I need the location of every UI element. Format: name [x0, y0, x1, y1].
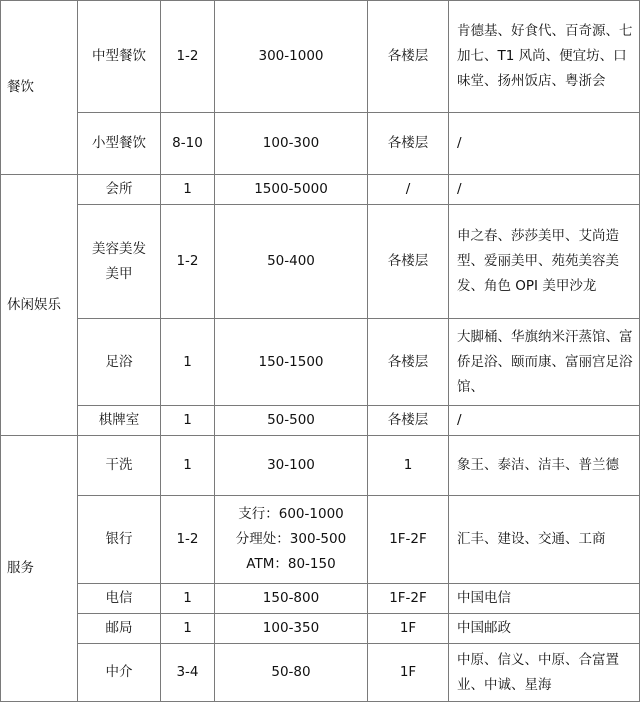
table-row — [1, 205, 640, 319]
floor-cell: 1F — [368, 644, 449, 702]
type-cell: 银行 — [78, 496, 161, 584]
floor-cell: 各楼层 — [368, 319, 449, 406]
brands-cell: 申之春、莎莎美甲、艾尚造型、爱丽美甲、苑苑美容美发、角色 OPI 美甲沙龙 — [449, 205, 640, 319]
area-cell: 50-500 — [215, 406, 368, 436]
area-cell: 150-1500 — [215, 319, 368, 406]
area-cell: 1500-5000 — [215, 175, 368, 205]
type-cell: 足浴 — [78, 319, 161, 406]
type-cell: 棋牌室 — [78, 406, 161, 436]
category-cell-service: 服务 — [1, 436, 78, 702]
count-cell: 1 — [161, 406, 215, 436]
table-row — [1, 113, 640, 175]
type-cell: 美容美发美甲 — [78, 205, 161, 319]
area-branch: 支行：600-1000 — [238, 506, 344, 522]
category-cell-dining: 餐饮 — [1, 1, 78, 175]
floor-cell: 各楼层 — [368, 113, 449, 175]
brands-cell: / — [449, 113, 640, 175]
type-cell: 小型餐饮 — [78, 113, 161, 175]
brands-cell: 汇丰、建设、交通、工商 — [449, 496, 640, 584]
count-cell: 1 — [161, 614, 215, 644]
table-row — [1, 584, 640, 614]
type-cell: 电信 — [78, 584, 161, 614]
count-cell: 1 — [161, 319, 215, 406]
type-cell: 邮局 — [78, 614, 161, 644]
floor-cell: 各楼层 — [368, 406, 449, 436]
count-cell: 1 — [161, 436, 215, 496]
area-cell-bank — [215, 496, 368, 584]
count-cell: 3-4 — [161, 644, 215, 702]
count-cell: 1 — [161, 175, 215, 205]
table-row — [1, 614, 640, 644]
table-row — [1, 644, 640, 702]
type-cell: 中介 — [78, 644, 161, 702]
table-row — [1, 496, 640, 584]
count-cell: 1-2 — [161, 205, 215, 319]
type-cell: 干洗 — [78, 436, 161, 496]
area-cell: 100-350 — [215, 614, 368, 644]
brands-cell: 中国电信 — [449, 584, 640, 614]
floor-cell: 1F — [368, 614, 449, 644]
count-cell: 1-2 — [161, 1, 215, 113]
area-cell: 30-100 — [215, 436, 368, 496]
category-cell-leisure: 休闲娱乐 — [1, 175, 78, 436]
floor-cell: 1F-2F — [368, 584, 449, 614]
count-cell: 1-2 — [161, 496, 215, 584]
area-cell: 100-300 — [215, 113, 368, 175]
brands-cell: 中原、信义、中原、合富置业、中诚、星海 — [449, 644, 640, 702]
brands-cell: / — [449, 406, 640, 436]
floor-cell: 各楼层 — [368, 1, 449, 113]
brands-cell: 中国邮政 — [449, 614, 640, 644]
area-atm: ATM：80-150 — [246, 556, 336, 572]
area-cell: 50-80 — [215, 644, 368, 702]
table-row — [1, 436, 640, 496]
count-cell: 1 — [161, 584, 215, 614]
type-cell: 中型餐饮 — [78, 1, 161, 113]
table-row — [1, 406, 640, 436]
type-cell: 会所 — [78, 175, 161, 205]
table-row — [1, 175, 640, 205]
table-row — [1, 1, 640, 113]
floor-cell: 1F-2F — [368, 496, 449, 584]
area-cell: 150-800 — [215, 584, 368, 614]
area-cell: 50-400 — [215, 205, 368, 319]
brands-cell: / — [449, 175, 640, 205]
floor-cell: / — [368, 175, 449, 205]
area-cell: 300-1000 — [215, 1, 368, 113]
brands-cell: 大脚桶、华旗纳米汗蒸馆、富侨足浴、颐而康、富丽宫足浴馆、 — [449, 319, 640, 406]
floor-cell: 各楼层 — [368, 205, 449, 319]
brands-cell: 肯德基、好食代、百奇源、七加七、T1 风尚、便宜坊、口味堂、扬州饭店、粤浙会 — [449, 1, 640, 113]
area-office: 分理处：300-500 — [235, 531, 347, 547]
count-cell: 8-10 — [161, 113, 215, 175]
floor-cell: 1 — [368, 436, 449, 496]
table-row — [1, 319, 640, 406]
brands-cell: 象王、泰洁、洁丰、普兰德 — [449, 436, 640, 496]
